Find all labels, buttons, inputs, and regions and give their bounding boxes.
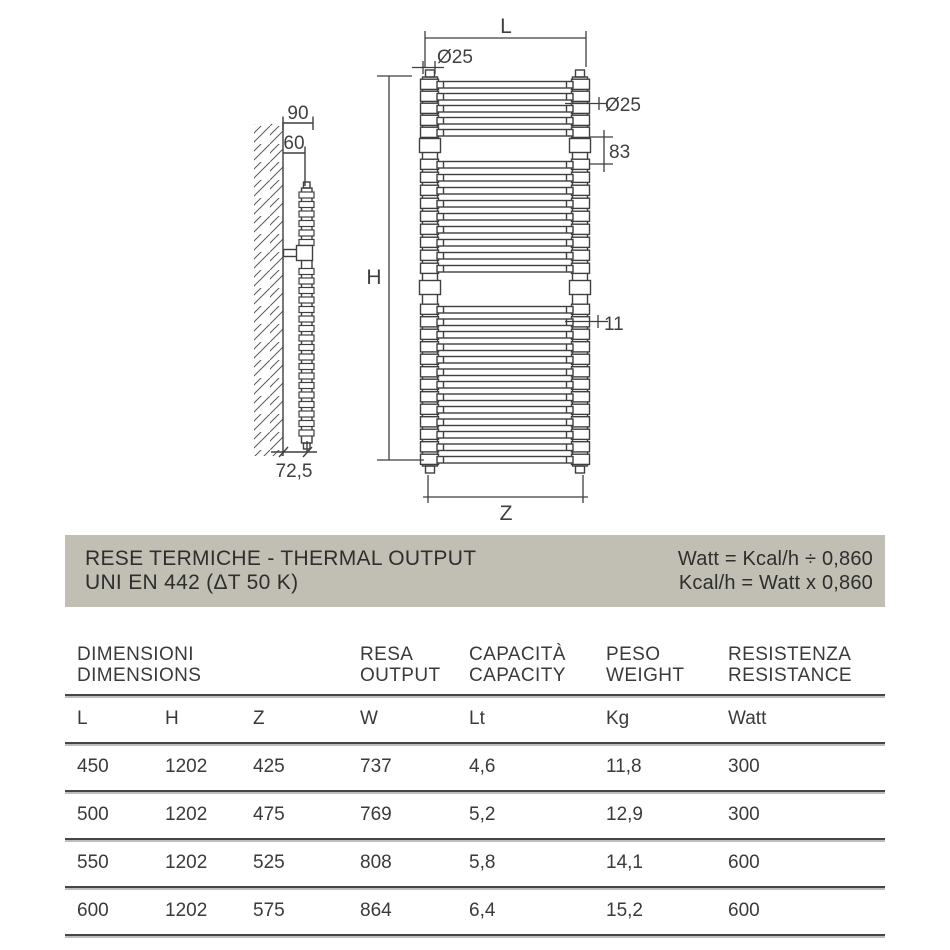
- thermal-output-banner: [65, 535, 885, 607]
- group-weight: PESO WEIGHT: [606, 644, 685, 686]
- table-cell: 5,2: [469, 804, 496, 825]
- dim-label-60: 60: [283, 133, 305, 154]
- table-cell: 808: [360, 852, 392, 873]
- group-output: RESA OUTPUT: [360, 644, 441, 686]
- table-cell: 575: [253, 900, 285, 921]
- table-row: [65, 840, 885, 886]
- table-cell: 864: [360, 900, 392, 921]
- dim-label-11: 11: [604, 314, 624, 335]
- table-cell: 475: [253, 804, 285, 825]
- table-cell: 11,8: [606, 756, 642, 777]
- table-rule: [65, 934, 885, 936]
- table-cell: 450: [77, 756, 109, 777]
- wall-bracket: [284, 250, 298, 257]
- dim-label-83: 83: [609, 142, 631, 163]
- table-cell: 6,4: [469, 900, 496, 921]
- table-cell: 737: [360, 756, 392, 777]
- dim-label-90: 90: [287, 103, 309, 124]
- table-cell: 300: [728, 804, 760, 825]
- banner-formula-line2: Kcal/h = Watt x 0,860: [678, 572, 873, 594]
- unit-z: Z: [253, 708, 265, 729]
- dim-label-dia25-right: Ø25: [605, 95, 641, 116]
- table-cell: 500: [77, 804, 109, 825]
- dim-label-l: L: [500, 15, 512, 38]
- banner-title: [85, 547, 476, 595]
- spec-table: [65, 630, 885, 936]
- table-cell: 600: [728, 852, 760, 873]
- dim-label-dia25-top: Ø25: [437, 47, 473, 68]
- unit-l: L: [77, 708, 88, 729]
- table-group-header: [65, 630, 885, 694]
- table-cell: 1202: [165, 804, 208, 825]
- group-resistance: RESISTENZA RESISTANCE: [728, 644, 853, 686]
- table-units-row: [65, 696, 885, 742]
- unit-w: W: [360, 708, 378, 729]
- table-cell: 550: [77, 852, 109, 873]
- table-cell: 600: [728, 900, 760, 921]
- unit-h: H: [165, 708, 179, 729]
- unit-watt: Watt: [728, 708, 767, 729]
- dim-label-z: Z: [499, 502, 513, 525]
- table-cell: 4,6: [469, 756, 496, 777]
- table-cell: 1202: [165, 852, 208, 873]
- table-cell: 769: [360, 804, 392, 825]
- banner-title-line1: RESE TERMICHE - THERMAL OUTPUT: [85, 547, 477, 570]
- front-view: [420, 70, 591, 473]
- table-cell: 1202: [165, 756, 208, 777]
- table-cell: 1202: [165, 900, 208, 921]
- group-dimensions: DIMENSIONI DIMENSIONS: [77, 644, 202, 686]
- banner-formula-line1: Watt = Kcal/h ÷ 0,860: [677, 548, 873, 570]
- unit-kg: Kg: [606, 708, 630, 729]
- group-capacity: CAPACITÀ CAPACITY: [469, 644, 566, 686]
- wall-hatching: [254, 124, 283, 456]
- banner-formulas: [678, 547, 873, 595]
- table-cell: 600: [77, 900, 109, 921]
- table-cell: 425: [253, 756, 285, 777]
- table-cell: 14,1: [606, 852, 643, 873]
- table-cell: 300: [728, 756, 760, 777]
- table-row: [65, 792, 885, 838]
- banner-title-line2: UNI EN 442 (ΔT 50 K): [85, 571, 299, 594]
- table-cell: 15,2: [606, 900, 643, 921]
- unit-lt: Lt: [469, 708, 485, 729]
- table-cell: 5,8: [469, 852, 496, 873]
- table-row: [65, 888, 885, 934]
- table-row: [65, 744, 885, 790]
- dim-label-h: H: [366, 266, 382, 289]
- side-view: [254, 117, 317, 458]
- table-cell: 12,9: [606, 804, 643, 825]
- dim-label-72-5: 72,5: [275, 461, 313, 482]
- table-cell: 525: [253, 852, 285, 873]
